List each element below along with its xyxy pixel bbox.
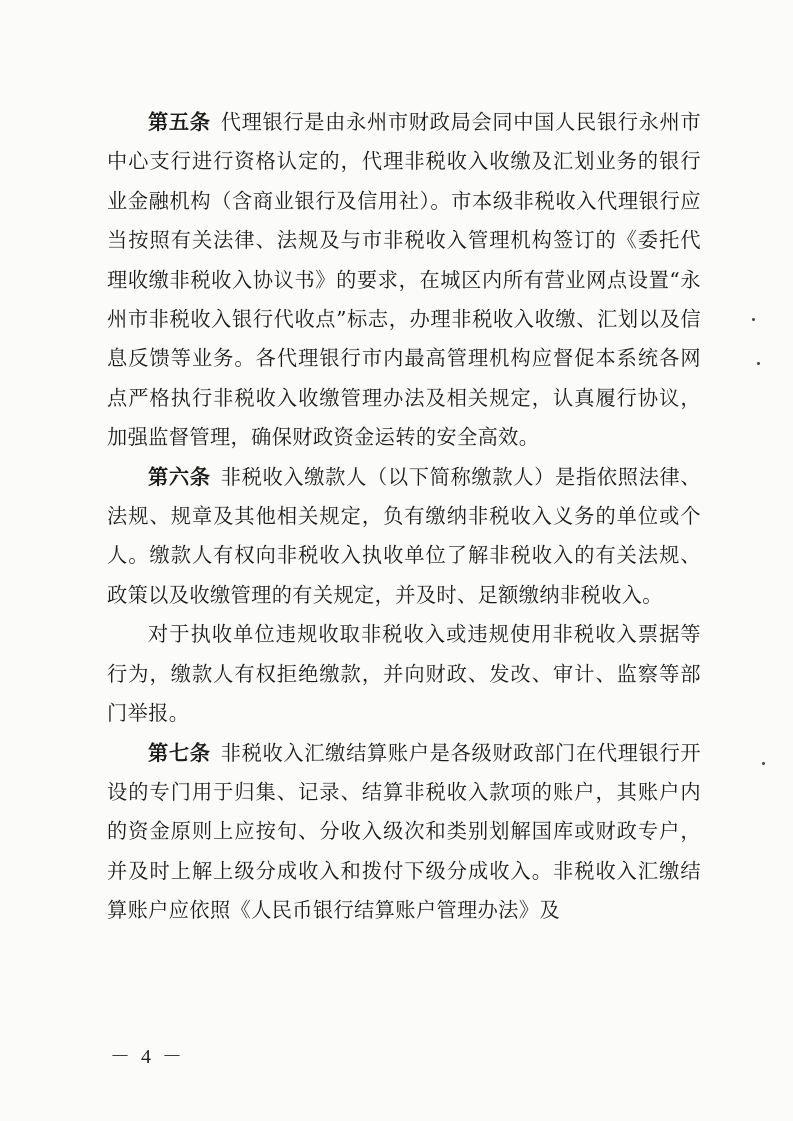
- article-5-label: 第五条: [148, 110, 211, 134]
- document-body: [107, 103, 701, 931]
- article-7-text: 非税收入汇缴结算账户是各级财政部门在代理银行开设的专门用于归集、记录、结算非税收入款项的账户，其账户内的资金原则上应按旬、分收入级次和类别划解国库或财政专户，并及时上解上级分成收入和拨付下级分成收入。非税收入汇缴结算账户应依照《人民币银行结算账户管理办法》及: [107, 740, 702, 923]
- article-5-text: 代理银行是由永州市财政局会同中国人民银行永州市中心支行进行资格认定的，代理非税收入收缴及汇划业务的银行业金融机构（含商业银行及信用社）。市本级非税收入代理银行应当按照有关法律、法规及与市非税收入管理机构签订的《委托代理收缴非税收入协议书》的要求，在城区内所有营业网点设置“永州市非税收入银行代收点”标志，办理非税收入收缴、汇划以及信息反馈等业务。各代理银行市内最高管理机构应督促本系统各网点严格执行非税收入收缴管理办法及相关规定，认真履行协议，加强监督管理，确保财政资金运转的安全高效。: [107, 110, 702, 450]
- scan-mark-dot: [752, 318, 755, 321]
- article-5-paragraph: [107, 103, 701, 458]
- page-number: － 4 －: [110, 1046, 185, 1068]
- article-6-subparagraph: [107, 615, 701, 733]
- article-6-text: 非税收入缴款人（以下简称缴款人）是指依照法律、法规、规章及其他相关规定，负有缴纳非税收入义务的单位或个人。缴款人有权向非税收入执收单位了解非税收入的有关法规、政策以及收缴管理的有关规定，并及时、足额缴纳非税收入。: [107, 464, 702, 607]
- scan-mark-dot: [762, 762, 765, 765]
- article-6-paragraph: [107, 458, 701, 616]
- article-7-paragraph: [107, 734, 701, 931]
- article-7-label: 第七条: [148, 740, 211, 765]
- scan-mark-dot: [757, 362, 760, 365]
- article-6-subparagraph-text: 对于执收单位违规收取非税收入或违规使用非税收入票据等行为，缴款人有权拒绝缴款，并向财政、发改、审计、监察等部门举报。: [107, 622, 701, 726]
- article-6-label: 第六条: [148, 464, 211, 489]
